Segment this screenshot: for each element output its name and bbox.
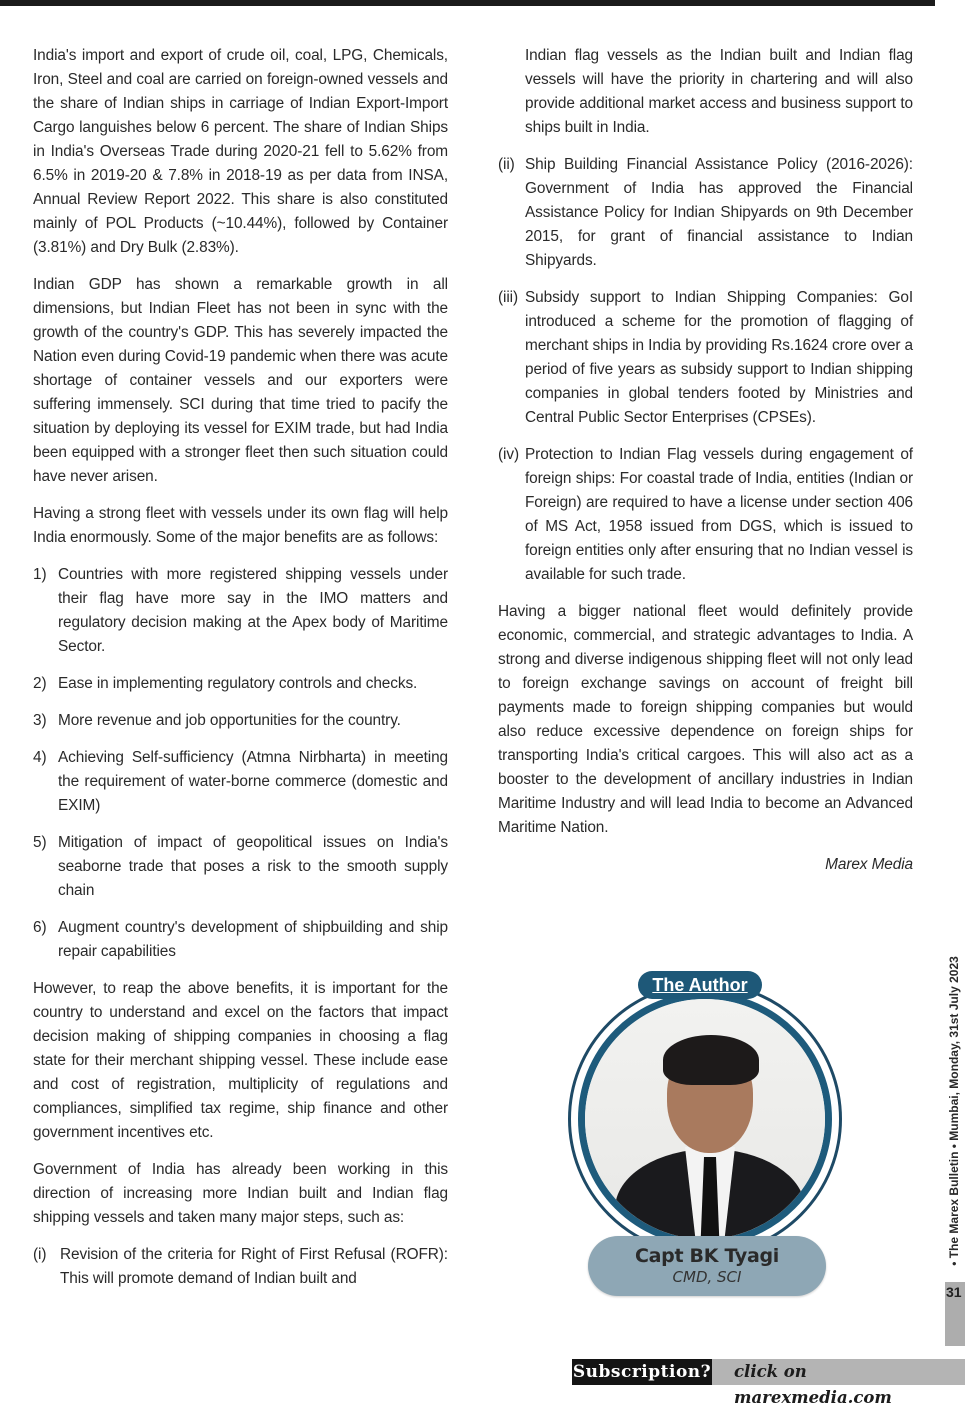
top-rule [0, 0, 935, 6]
author-name: Capt BK Tyagi [634, 1245, 779, 1267]
paragraph-intro: India's import and export of crude oil, coal, LPG, Chemicals, Iron, Steel and coal are carried on foreign-owned vessels and the share of Indian ships in carriage of Indian Export-Import Cargo languishes below 6 percent. The share of Indian Ships in India's Overseas Trade during 2020-21 fell to 5.62% from 6.5% in 2019-20 & 7.8% in 2018-19 as per data from INSA, Annual Review Report 2022. This share is also constituted mainly of POL Products (~10.44%), followed by Container (3.81%) and Dry Bulk (2.83%). [33, 47, 448, 256]
step-item [33, 1243, 448, 1291]
page-number: 31 [946, 1284, 962, 1300]
article-right-column [498, 44, 913, 877]
benefit-item [33, 916, 448, 964]
step-item [498, 286, 913, 430]
item-number: 3) [33, 712, 47, 729]
benefit-item [33, 563, 448, 659]
item-text: Subsidy support to Indian Shipping Companies: GoI introduced a scheme for the promotion of flagging of merchant ships in India by providing Rs.1624 crore over a period of five years as subsidy support to Indian shipping companies in global tenders footed by Ministries and Central Public Sector Enterprises (CPSEs). [525, 289, 913, 426]
running-head [945, 943, 963, 1278]
article-signature: Marex Media [825, 856, 913, 873]
paragraph-gdp: Indian GDP has shown a remarkable growth in all dimensions, but Indian Fleet has not been in sync with the growth of the country's GDP. This has severely impacted the Nation even during Covid-19 pandemic when there was acute shortage of container vessels and our exporters were suffering immensely. SCI during that time tried to pacify the situation by deploying its vessel for EXIM trade, but had India been equipped with a stronger fleet then such situation could have never arisen. [33, 276, 448, 485]
author-role: CMD, SCI [672, 1268, 742, 1286]
item-number: (iii) [498, 289, 519, 306]
author-namebox [588, 1236, 826, 1296]
item-text: Revision of the criteria for Right of First Refusal (ROFR): This will promote demand of Indian built and [60, 1246, 448, 1287]
article-left-column [33, 44, 448, 1304]
item-text: Achieving Self-sufficiency (Atmna Nirbharta) in meeting the requirement of water-borne commerce (domestic and EXIM) [58, 749, 448, 814]
item-number: 5) [33, 834, 47, 851]
subscription-link[interactable]: click on marexmedia.com [734, 1362, 892, 1407]
item-number: (ii) [498, 156, 515, 173]
item-text: Augment country's development of shipbuilding and ship repair capabilities [58, 919, 448, 960]
item-text: Ease in implementing regulatory controls and checks. [58, 675, 418, 692]
item-number: (iv) [498, 446, 519, 463]
item-number: 6) [33, 919, 47, 936]
step-item-continued: Indian flag vessels as the Indian built and Indian flag vessels will have the priority in chartering and will also provide additional market access and business support to ships built in India. [525, 47, 913, 136]
paragraph-benefits-intro: Having a strong fleet with vessels under its own flag will help India enormously. Some of the major benefits are as follows: [33, 505, 448, 546]
running-head-text: • The Marex Bulletin • Mumbai, Monday, 31st July 2023 [947, 955, 961, 1266]
item-number: 4) [33, 749, 47, 766]
step-item [498, 153, 913, 273]
item-number: 1) [33, 566, 47, 583]
author-badge: The Author [638, 971, 762, 999]
benefit-item [33, 746, 448, 818]
item-text: Mitigation of impact of geopolitical issues on India's seaborne trade that poses a risk to the smooth supply chain [58, 834, 448, 899]
item-text: Ship Building Financial Assistance Policy (2016-2026): Government of India has approved the Financial Assistance Policy for Indian Shipyards on 9th December 2015, for grant of financial assistance to Indian Shipyards. [525, 156, 913, 269]
paragraph-factors: However, to reap the above benefits, it is important for the country to understand and excel on the factors that impact decision making of shipping companies in choosing a flag state for their merchant shipping vessel. These include ease and cost of registration, multiplicity of regulations and compliances, simplified tax regime, ship finance and other government incentives etc. [33, 980, 448, 1141]
benefit-item [33, 672, 448, 696]
paragraph-government-steps: Government of India has already been working in this direction of increasing more Indian built and Indian flag shipping vessels and taken many major steps, such as: [33, 1161, 448, 1226]
benefit-item [33, 709, 448, 733]
author-photo [578, 992, 832, 1246]
item-number: (i) [33, 1246, 47, 1263]
author-card [560, 968, 850, 1308]
portrait-hair-shape [663, 1035, 759, 1085]
item-number: 2) [33, 675, 47, 692]
step-item [498, 443, 913, 587]
subscription-label: Subscription? [572, 1359, 712, 1385]
item-text: Countries with more registered shipping vessels under their flag have more say in the IMO matters and regulatory decision making at the Apex body of Maritime Sector. [58, 566, 448, 655]
item-text: More revenue and job opportunities for the country. [58, 712, 401, 729]
paragraph-conclusion: Having a bigger national fleet would definitely provide economic, commercial, and strategic advantages to India. A strong and diverse indigenous shipping fleet will not only lead to foreign exchange savings on account of freight bill payments made to foreign shipping companies but would also reduce excessive dependence on foreign ships for transporting India's critical cargoes. This will also act as a booster to the development of ancillary industries in Indian Maritime Industry and will lead India to become an Advanced Maritime Nation. [498, 603, 913, 836]
item-text: Protection to Indian Flag vessels during engagement of foreign ships: For coastal trade of India, entities (Indian or Foreign) are required to have a license under section 406 of MS Act, 1958 issued from DGS, which is issued to foreign entities only after ensuring that no Indian vessel is available for such trade. [525, 446, 913, 583]
benefit-item [33, 831, 448, 903]
